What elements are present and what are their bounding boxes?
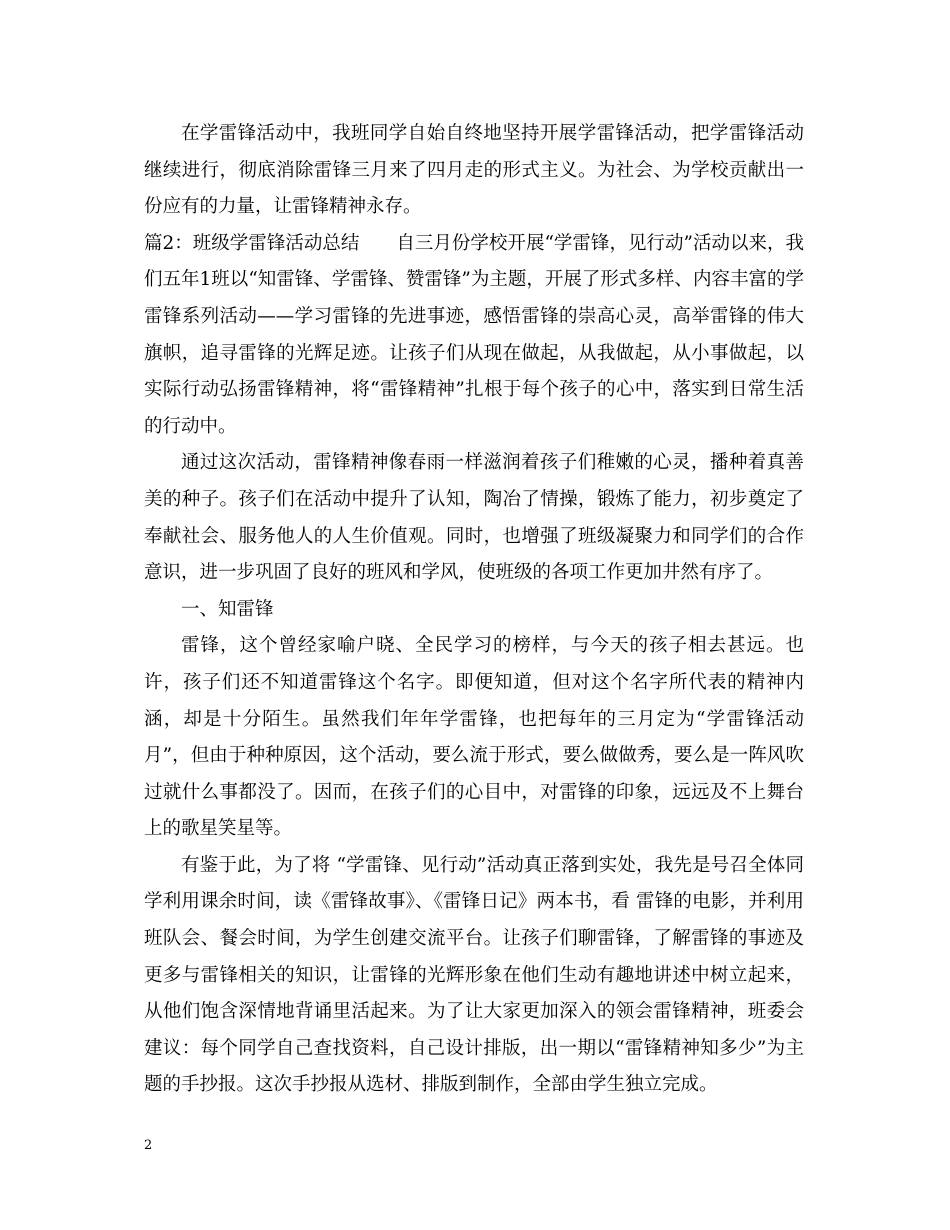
paragraph-leifeng-background: 雷锋，这个曾经家喻户晓、全民学习的榜样，与今天的孩子相去甚远。也许，孩子们还不知道雷锋这个名字。即便知道，但对这个名字所代表的精神内涵，却是十分陌生。虽然我们年年学雷锋，也把每年的三月定为“学雷锋活动月”，但由于种种原因，这个活动，要么流于形式，要么做做秀，要么是一阵风吹过就什么事都没了。因而，在孩子们的心目中，对雷锋的印象，远远及不上舞台上的歌星笑星等。 xyxy=(144,635,804,840)
paragraph-activity-effect: 通过这次活动，雷锋精神像春雨一样滋润着孩子们稚嫩的心灵，播种着真善美的种子。孩子们在活动中提升了认知，陶冶了情操，锻炼了能力，初步奠定了奉献社会、服务他人的人生价值观。同时，也增强了班级凝聚力和同学们的合作意识，进一步巩固了良好的班风和学风，使班级的各项工作更加井然有序了。 xyxy=(144,452,804,584)
paragraph-article-2-intro: 篇2：班级学雷锋活动总结 自三月份学校开展“学雷锋，见行动”活动以来，我们五年1班以“知雷锋、学雷锋、赞雷锋”为主题，开展了形式多样、内容丰富的学雷锋系列活动——学习雷锋的先进事迹，感悟雷锋的崇高心灵，高举雷锋的伟大旗帜，追寻雷锋的光辉足迹。让孩子们从现在做起，从我做起，从小事做起，以实际行动弘扬雷锋精神，将“雷锋精神”扎根于每个孩子的心中，落实到日常生活的行动中。 xyxy=(144,232,804,437)
page-number: 2 xyxy=(144,1138,153,1153)
section-heading-know-leifeng: 一、知雷锋 xyxy=(181,598,274,620)
paragraph-activity-measures: 有鉴于此，为了将 “学雷锋、见行动”活动真正落到实处，我先是号召全体同学利用课余时间，读《雷锋故事》、《雷锋日记》两本书，看 雷锋的电影，并利用班队会、餐会时间，为学生创建交流平台。让孩子们聊雷锋，了解雷锋的事迹及更多与雷锋相关的知识，让雷锋的光辉形象在他们生动有趣地讲述中树立起来，从他们饱含深情地背诵里活起来。为了让大家更加深入的领会雷锋精神，班委会建议：每个同学自己查找资料，自己设计排版，出一期以“雷锋精神知多少”为主题的手抄报。这次手抄报从选材、排版到制作，全部由学生独立完成。 xyxy=(144,854,804,1096)
paragraph-conclusion: 在学雷锋活动中，我班同学自始自终地坚持开展学雷锋活动，把学雷锋活动继续进行，彻底消除雷锋三月来了四月走的形式主义。为社会、为学校贡献出一份应有的力量，让雷锋精神永存。 xyxy=(144,123,804,218)
document-body xyxy=(144,116,804,1104)
